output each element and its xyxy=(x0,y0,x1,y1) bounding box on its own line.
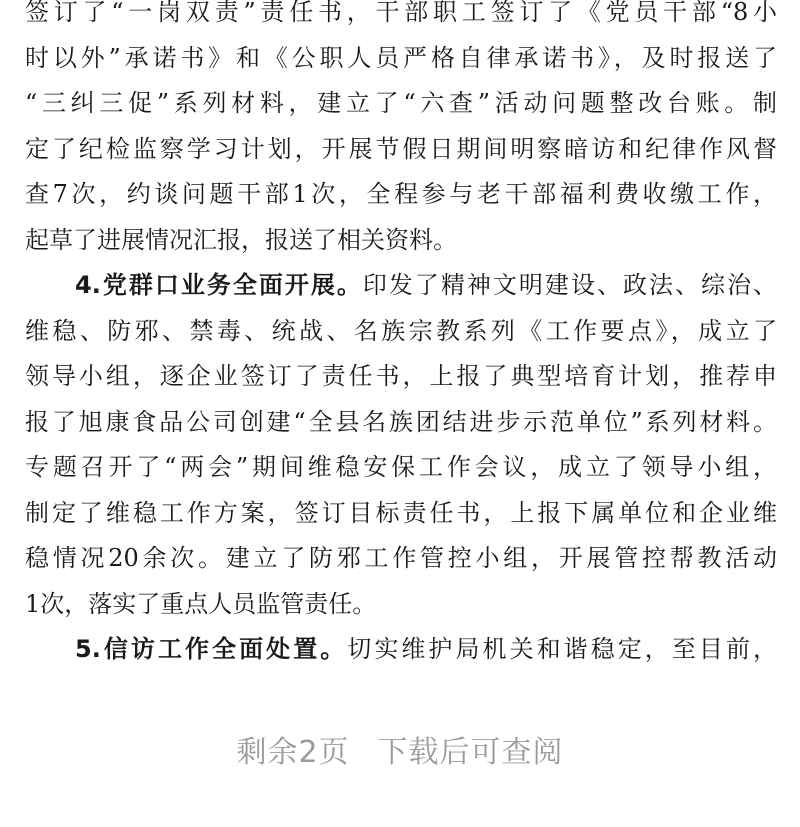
download-to-view-label[interactable]: 下载后可查阅 xyxy=(377,735,564,770)
section-5-text: 切实维护局机关和谐稳定，至目前， xyxy=(347,635,777,663)
text-line: 报了旭康食品公司创建“全县名族团结进步示范单位”系列材料。 xyxy=(25,407,777,436)
text-line: 签订了“一岗双责”责任书，干部职工签订了《党员干部“8小 xyxy=(25,0,777,26)
text-line: 领导小组，逐企业签订了责任书，上报了典型培育计划，推荐申 xyxy=(25,362,777,390)
text-line: “三纠三促”系列材料，建立了“六查”活动问题整改台账。制 xyxy=(25,89,777,117)
download-prompt[interactable] xyxy=(0,727,800,771)
text-line: 专题召开了“两会”期间维稳安保工作会议，成立了领导小组， xyxy=(25,453,777,481)
text-line: 维稳、防邪、禁毒、统战、名族宗教系列《工作要点》，成立了 xyxy=(25,316,777,345)
section-4-first-line xyxy=(25,263,777,309)
document-body xyxy=(25,0,777,673)
text-line: 稳情况20余次。建立了防邪工作管控小组，开展管控帮教活动 xyxy=(25,544,777,572)
text-line: 起草了进展情况汇报，报送了相关资料。 xyxy=(25,225,457,254)
section-4-text: 印发了精神文明建设、政法、综治、 xyxy=(362,271,777,299)
text-line: 查7次，约谈问题干部1次，全程参与老干部福利费收缴工作， xyxy=(25,180,777,208)
section-5-heading: 5.信访工作全面处置。 xyxy=(75,635,348,663)
text-line: 定了纪检监察学习计划，开展节假日期间明察暗访和纪律作风督 xyxy=(25,134,777,163)
remaining-pages-label: 剩余2页 xyxy=(236,735,350,770)
text-line: 制定了维稳工作方案，签订目标责任书，上报下属单位和企业维 xyxy=(25,498,777,527)
text-line: 时以外”承诺书》和《公职人员严格自律承诺书》，及时报送了 xyxy=(25,43,777,72)
section-4-heading: 4.党群口业务全面开展。 xyxy=(75,271,363,299)
section-5-first-line xyxy=(25,627,777,673)
text-line: 1次，落实了重点人员监管责任。 xyxy=(25,589,377,618)
